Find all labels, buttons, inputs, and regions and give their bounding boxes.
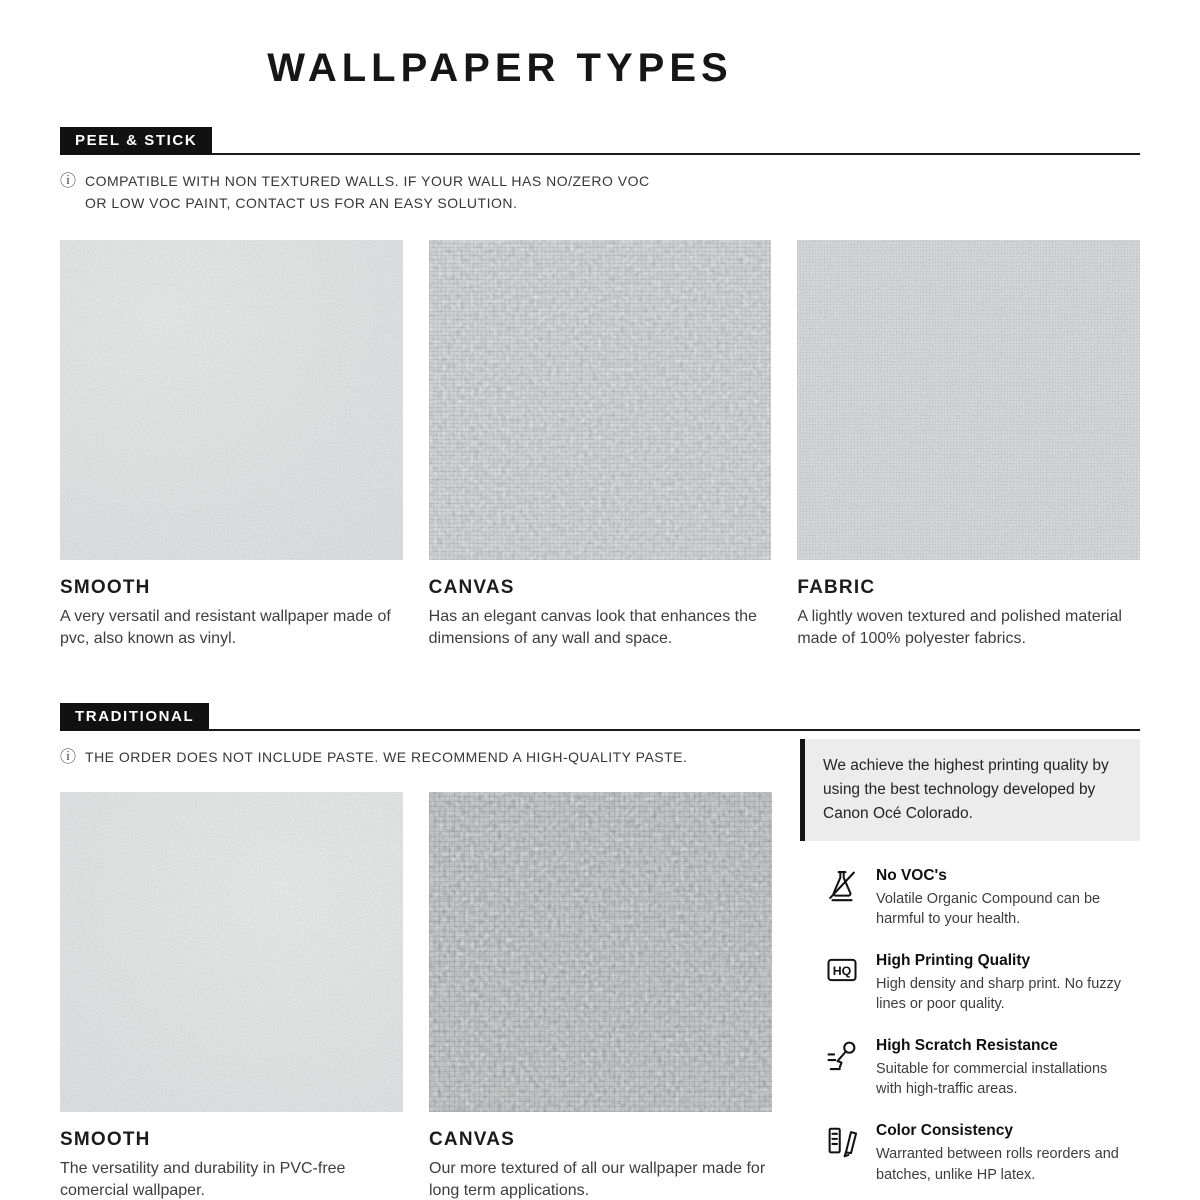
card-traditional-canvas	[429, 792, 772, 1200]
texture-sample-canvas	[429, 240, 772, 560]
feature-title: High Scratch Resistance	[876, 1036, 1058, 1054]
card-title: CANVAS	[429, 1129, 516, 1151]
svg-text:HQ: HQ	[832, 963, 852, 978]
card-description: A lightly woven textured and polished material made of 100% polyester fabrics.	[797, 608, 1122, 648]
card-description: The versatility and durability in PVC-free comercial wallpaper.	[60, 1160, 346, 1200]
no-voc-icon	[824, 867, 860, 903]
card-description: Has an elegant canvas look that enhances the dimensions of any wall and space.	[428, 608, 757, 648]
card-description: A very versatil and resistant wallpaper made of pvc, also known as vinyl.	[60, 608, 391, 648]
traditional-badge: TRADITIONAL	[60, 703, 209, 731]
section-peel-stick	[60, 127, 1140, 651]
info-icon: ⓘ	[60, 173, 77, 190]
divider-line	[212, 153, 1140, 155]
feature-description: Warranted between rolls reorders and batches, unlike HP latex.	[876, 1146, 1119, 1183]
peel-stick-header	[60, 127, 1140, 155]
card-title: SMOOTH	[60, 1129, 151, 1151]
feature-description: High density and sharp print. No fuzzy lines or poor quality.	[876, 975, 1122, 1013]
card-description: Our more textured of all our wallpaper made for long term applications.	[429, 1160, 766, 1200]
traditional-header	[60, 703, 1140, 731]
peel-stick-cards	[60, 240, 1140, 650]
card-peel-smooth	[60, 240, 403, 650]
card-title: CANVAS	[428, 577, 515, 599]
feature-no-voc	[824, 867, 1140, 930]
feature-title: Color Consistency	[876, 1122, 1013, 1140]
printing-quality-callout	[800, 739, 1140, 841]
peel-stick-note-text: COMPATIBLE WITH NON TEXTURED WALLS. IF YOUR WALL HAS NO/ZERO VOC OR LOW VOC PAINT, CONTACT US FOR AN EASY SOLUTION.	[85, 173, 650, 211]
feature-description: Suitable for commercial installations with high-traffic areas.	[876, 1060, 1108, 1098]
peel-stick-note	[60, 171, 1140, 214]
card-traditional-smooth	[60, 792, 403, 1200]
hq-icon	[824, 952, 860, 988]
feature-print-quality	[824, 952, 1140, 1015]
feature-color-consistency	[824, 1122, 1140, 1185]
card-title: SMOOTH	[60, 577, 151, 599]
card-title: FABRIC	[797, 577, 876, 599]
traditional-note-text: THE ORDER DOES NOT INCLUDE PASTE. WE RECOMMEND A HIGH-QUALITY PASTE.	[85, 748, 688, 765]
feature-list	[800, 867, 1140, 1186]
card-peel-fabric	[797, 240, 1140, 650]
traditional-cards	[60, 792, 772, 1200]
page-title: WALLPAPER TYPES	[267, 46, 733, 90]
callout-text: We achieve the highest printing quality by using the best technology developed by Canon Océ Colorado.	[823, 756, 1109, 822]
card-peel-canvas	[429, 240, 772, 650]
feature-title: No VOC's	[876, 866, 947, 884]
color-swatch-icon	[824, 1122, 860, 1158]
texture-sample-canvas	[429, 792, 772, 1112]
traditional-note	[60, 747, 772, 769]
peel-stick-badge: PEEL & STICK	[60, 127, 212, 155]
texture-sample-fabric	[797, 240, 1140, 560]
feature-title: High Printing Quality	[876, 951, 1031, 969]
quality-panel	[800, 731, 1140, 1200]
scratch-resistance-icon	[824, 1037, 860, 1073]
texture-sample-smooth	[60, 792, 403, 1112]
section-traditional	[60, 703, 1140, 1200]
info-icon: ⓘ	[60, 748, 77, 766]
feature-description: Volatile Organic Compound can be harmful to your health.	[876, 890, 1101, 928]
texture-sample-smooth	[60, 240, 403, 560]
feature-scratch-resistance	[824, 1037, 1140, 1100]
